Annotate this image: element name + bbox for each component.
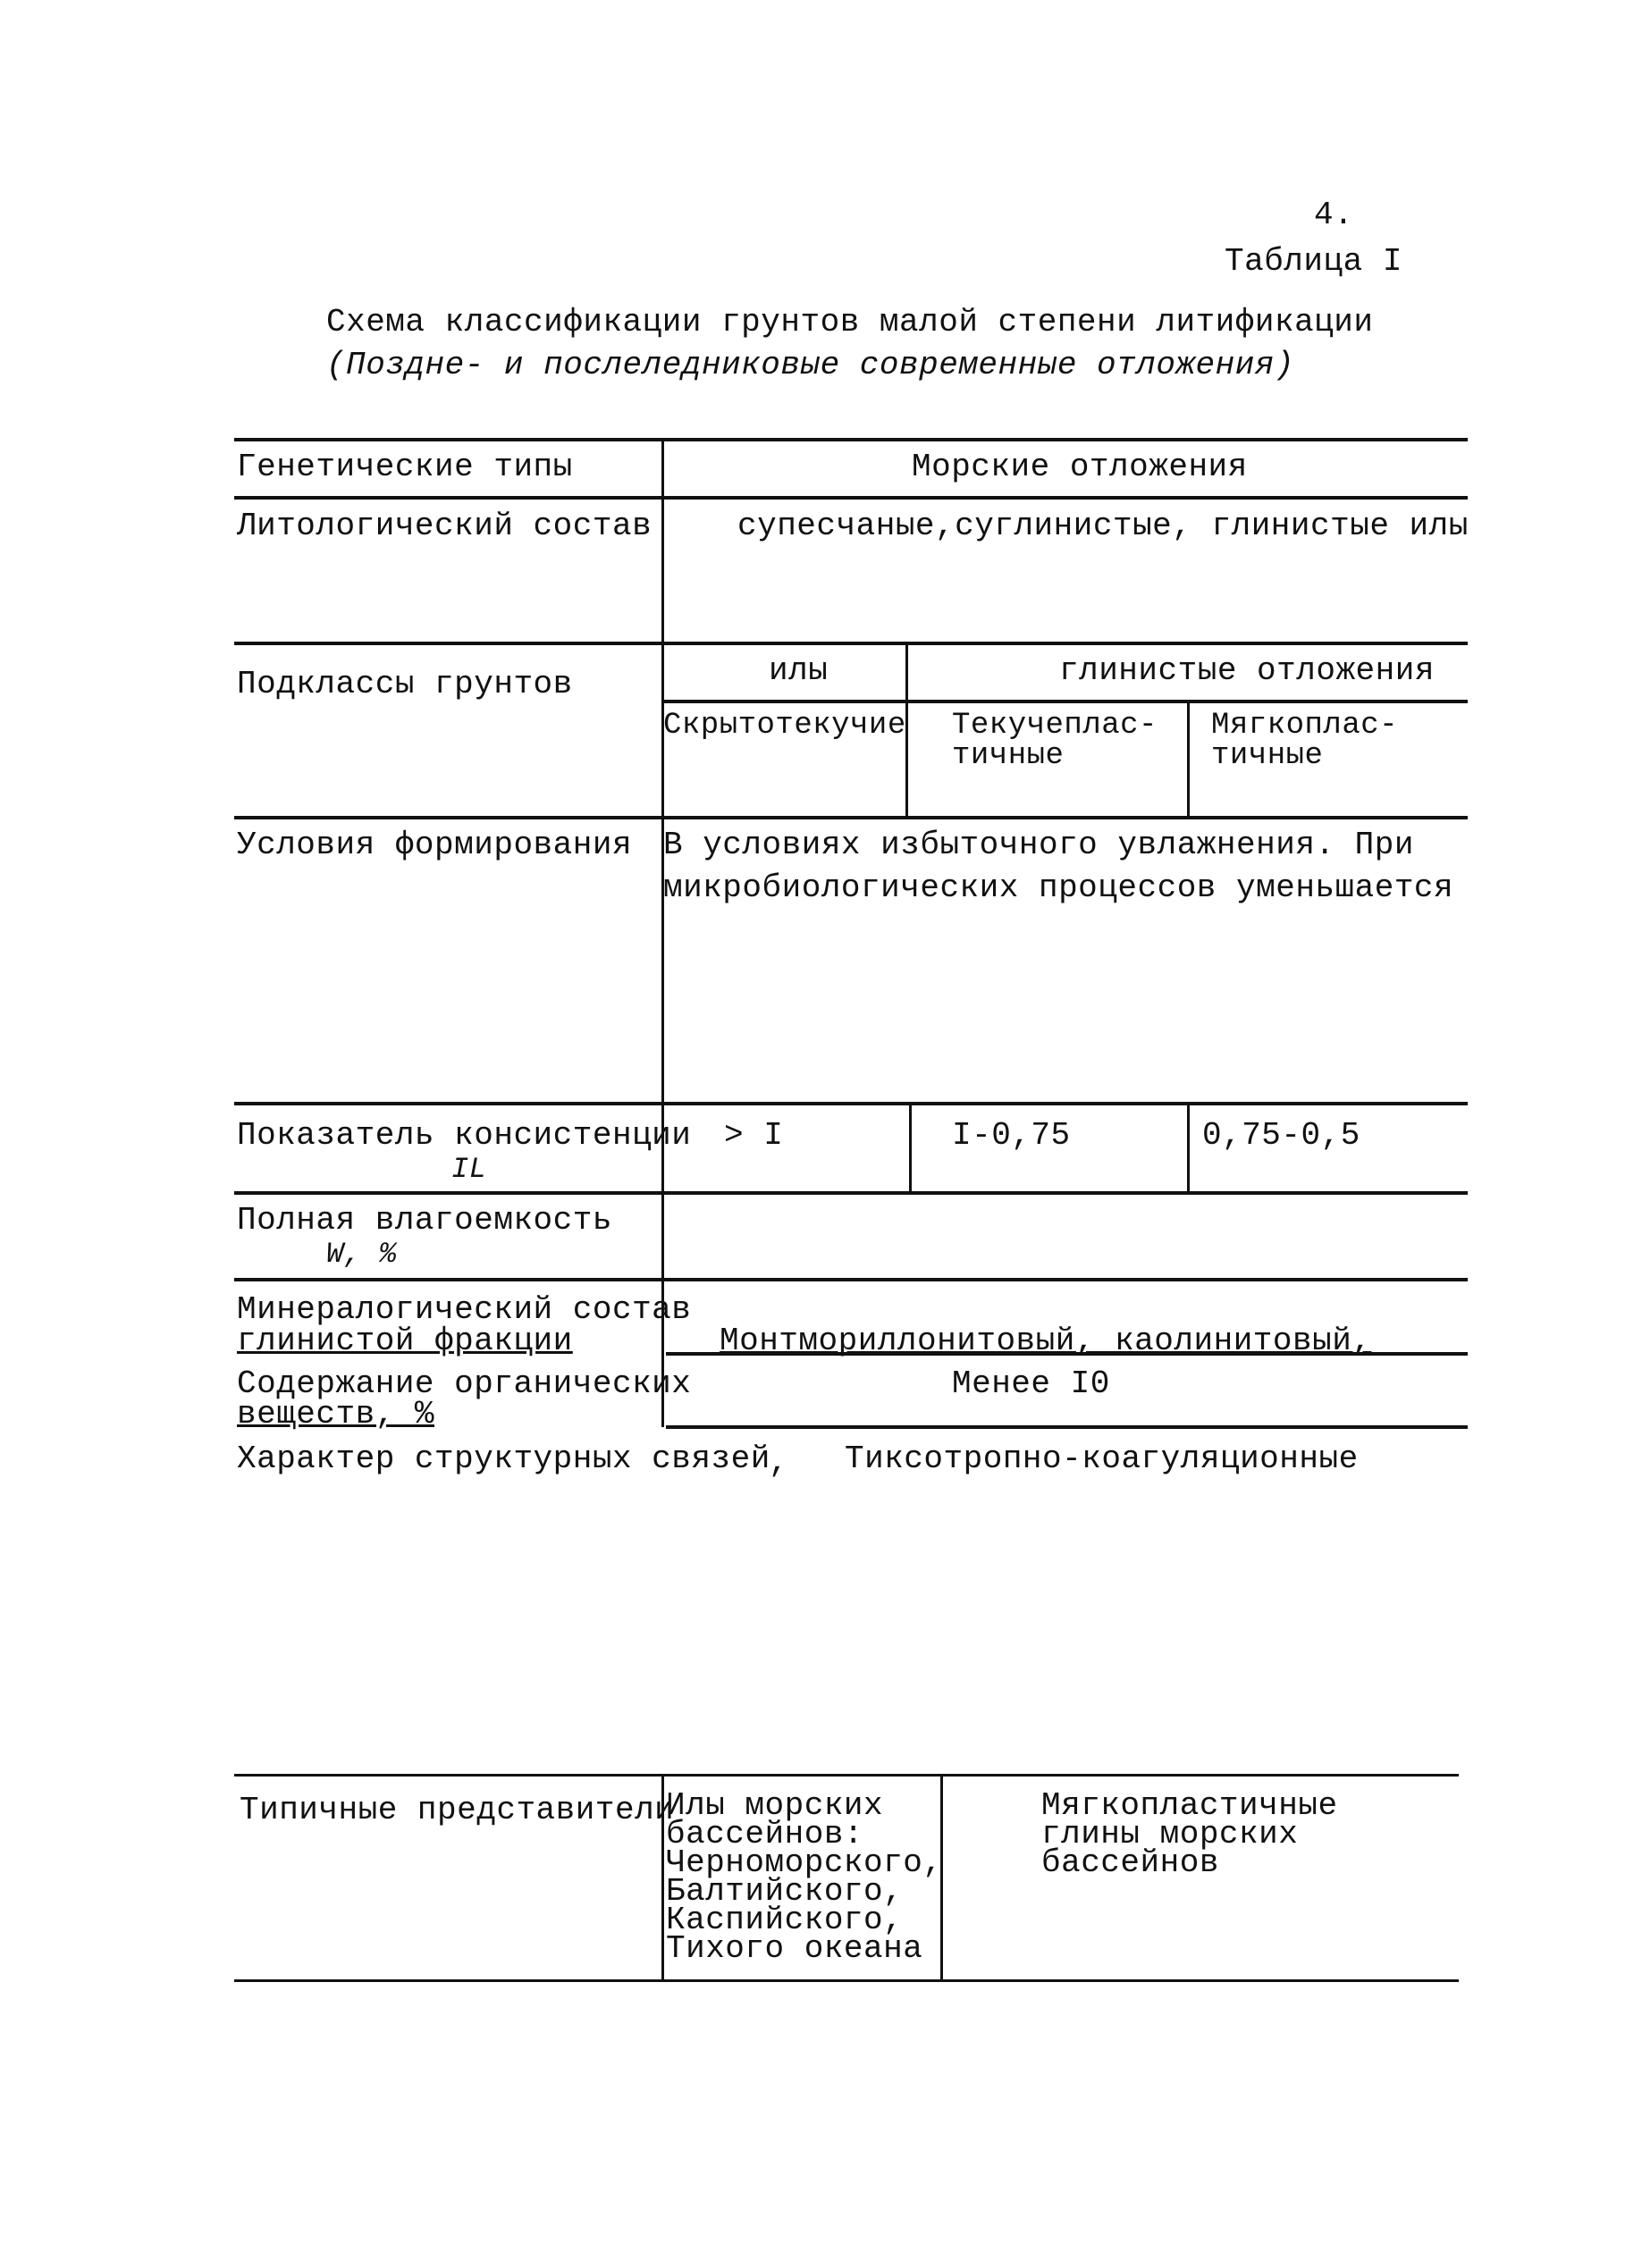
cell-consistency-col3: 0,75-0,5 xyxy=(1202,1117,1360,1154)
row-label-lithology: Литологический состав xyxy=(237,508,653,544)
row-label-organic-line2: веществ, % xyxy=(237,1396,435,1432)
cell-consistency-col2: I-0,75 xyxy=(952,1117,1071,1154)
consistency-symbol: IL xyxy=(451,1153,487,1186)
reps-label: Типичные представители xyxy=(240,1792,675,1828)
row-label-subclasses: Подклассы грунтов xyxy=(237,666,573,702)
row-label-organic-line1: Содержание органических xyxy=(237,1365,692,1402)
rule-moisture xyxy=(234,1278,1468,1281)
cell-organic-value: Менее I0 xyxy=(952,1365,1110,1402)
column-divider-cons-1 xyxy=(909,1104,912,1193)
table-label: Таблица I xyxy=(1225,243,1402,280)
cell-genetic-value: Морские отложения xyxy=(912,449,1248,485)
reps-col2: Мягкопластичные глины морских бассейнов xyxy=(1041,1787,1338,1881)
row-label-mineral-line1: Минералогический состав xyxy=(237,1291,692,1328)
rule-genetic xyxy=(234,496,1468,500)
cell-consistency-col1: > I xyxy=(724,1117,784,1154)
cell-mineral-value: Монтмориллонитовый, каолинитовый, xyxy=(720,1323,1372,1359)
rule-consistency xyxy=(234,1191,1468,1195)
rule-organic xyxy=(666,1425,1468,1429)
cell-conditions-line1: В условиях избыточного увлажнения. При xyxy=(663,827,1414,863)
rule-subclass-groups xyxy=(661,700,1468,703)
rule-lithology xyxy=(234,642,1468,645)
subclass-col1: Скрытотекучие xyxy=(663,709,906,743)
row-label-conditions: Условия формирования xyxy=(237,827,633,863)
reps-col1: Илы морских бассейнов: Черноморского, Балтийского, Каспийского, Тихого океана xyxy=(666,1787,943,1967)
column-divider-sub-2 xyxy=(1187,701,1190,818)
moisture-symbol: W, % xyxy=(326,1238,397,1271)
table-top-rule xyxy=(234,438,1468,441)
reps-top-rule xyxy=(234,1774,1459,1777)
reps-bottom-rule xyxy=(234,1979,1459,1982)
row-label-mineral-line2: глинистой фракции xyxy=(237,1323,573,1359)
row-label-genetic: Генетические типы xyxy=(237,449,573,485)
bonds-label: Характер структурных связей xyxy=(237,1441,770,1477)
row-label-moisture: Полная влагоемкость xyxy=(237,1202,612,1239)
bonds-value: Тиксотропно-коагуляционные xyxy=(845,1441,1359,1477)
table-title-line1: Схема классификации грунтов малой степени литификации xyxy=(326,304,1374,340)
table-title-line2: (Поздне- и послеледниковые современные отложения) xyxy=(326,347,1295,383)
group-header-silts: илы xyxy=(769,652,829,689)
row-label-consistency: Показатель консистенции xyxy=(237,1117,692,1154)
cell-conditions-line2: микробиологических процессов уменьшается xyxy=(663,869,1454,906)
group-header-clay: глинистые отложения xyxy=(1059,652,1435,689)
bonds-separator: , xyxy=(769,1444,789,1481)
subclass-col2: Текучеплас- тичные xyxy=(952,709,1158,773)
subclass-col3: Мягкоплас- тичные xyxy=(1211,709,1399,773)
page-number: 4. xyxy=(1314,197,1354,233)
column-divider-cons-2 xyxy=(1187,1104,1190,1193)
rule-subclasses xyxy=(234,816,1468,819)
rule-conditions xyxy=(234,1102,1468,1105)
column-divider-main xyxy=(661,440,664,1427)
cell-lithology-value: супесчаные,суглинистые, глинистые илы xyxy=(737,508,1469,544)
